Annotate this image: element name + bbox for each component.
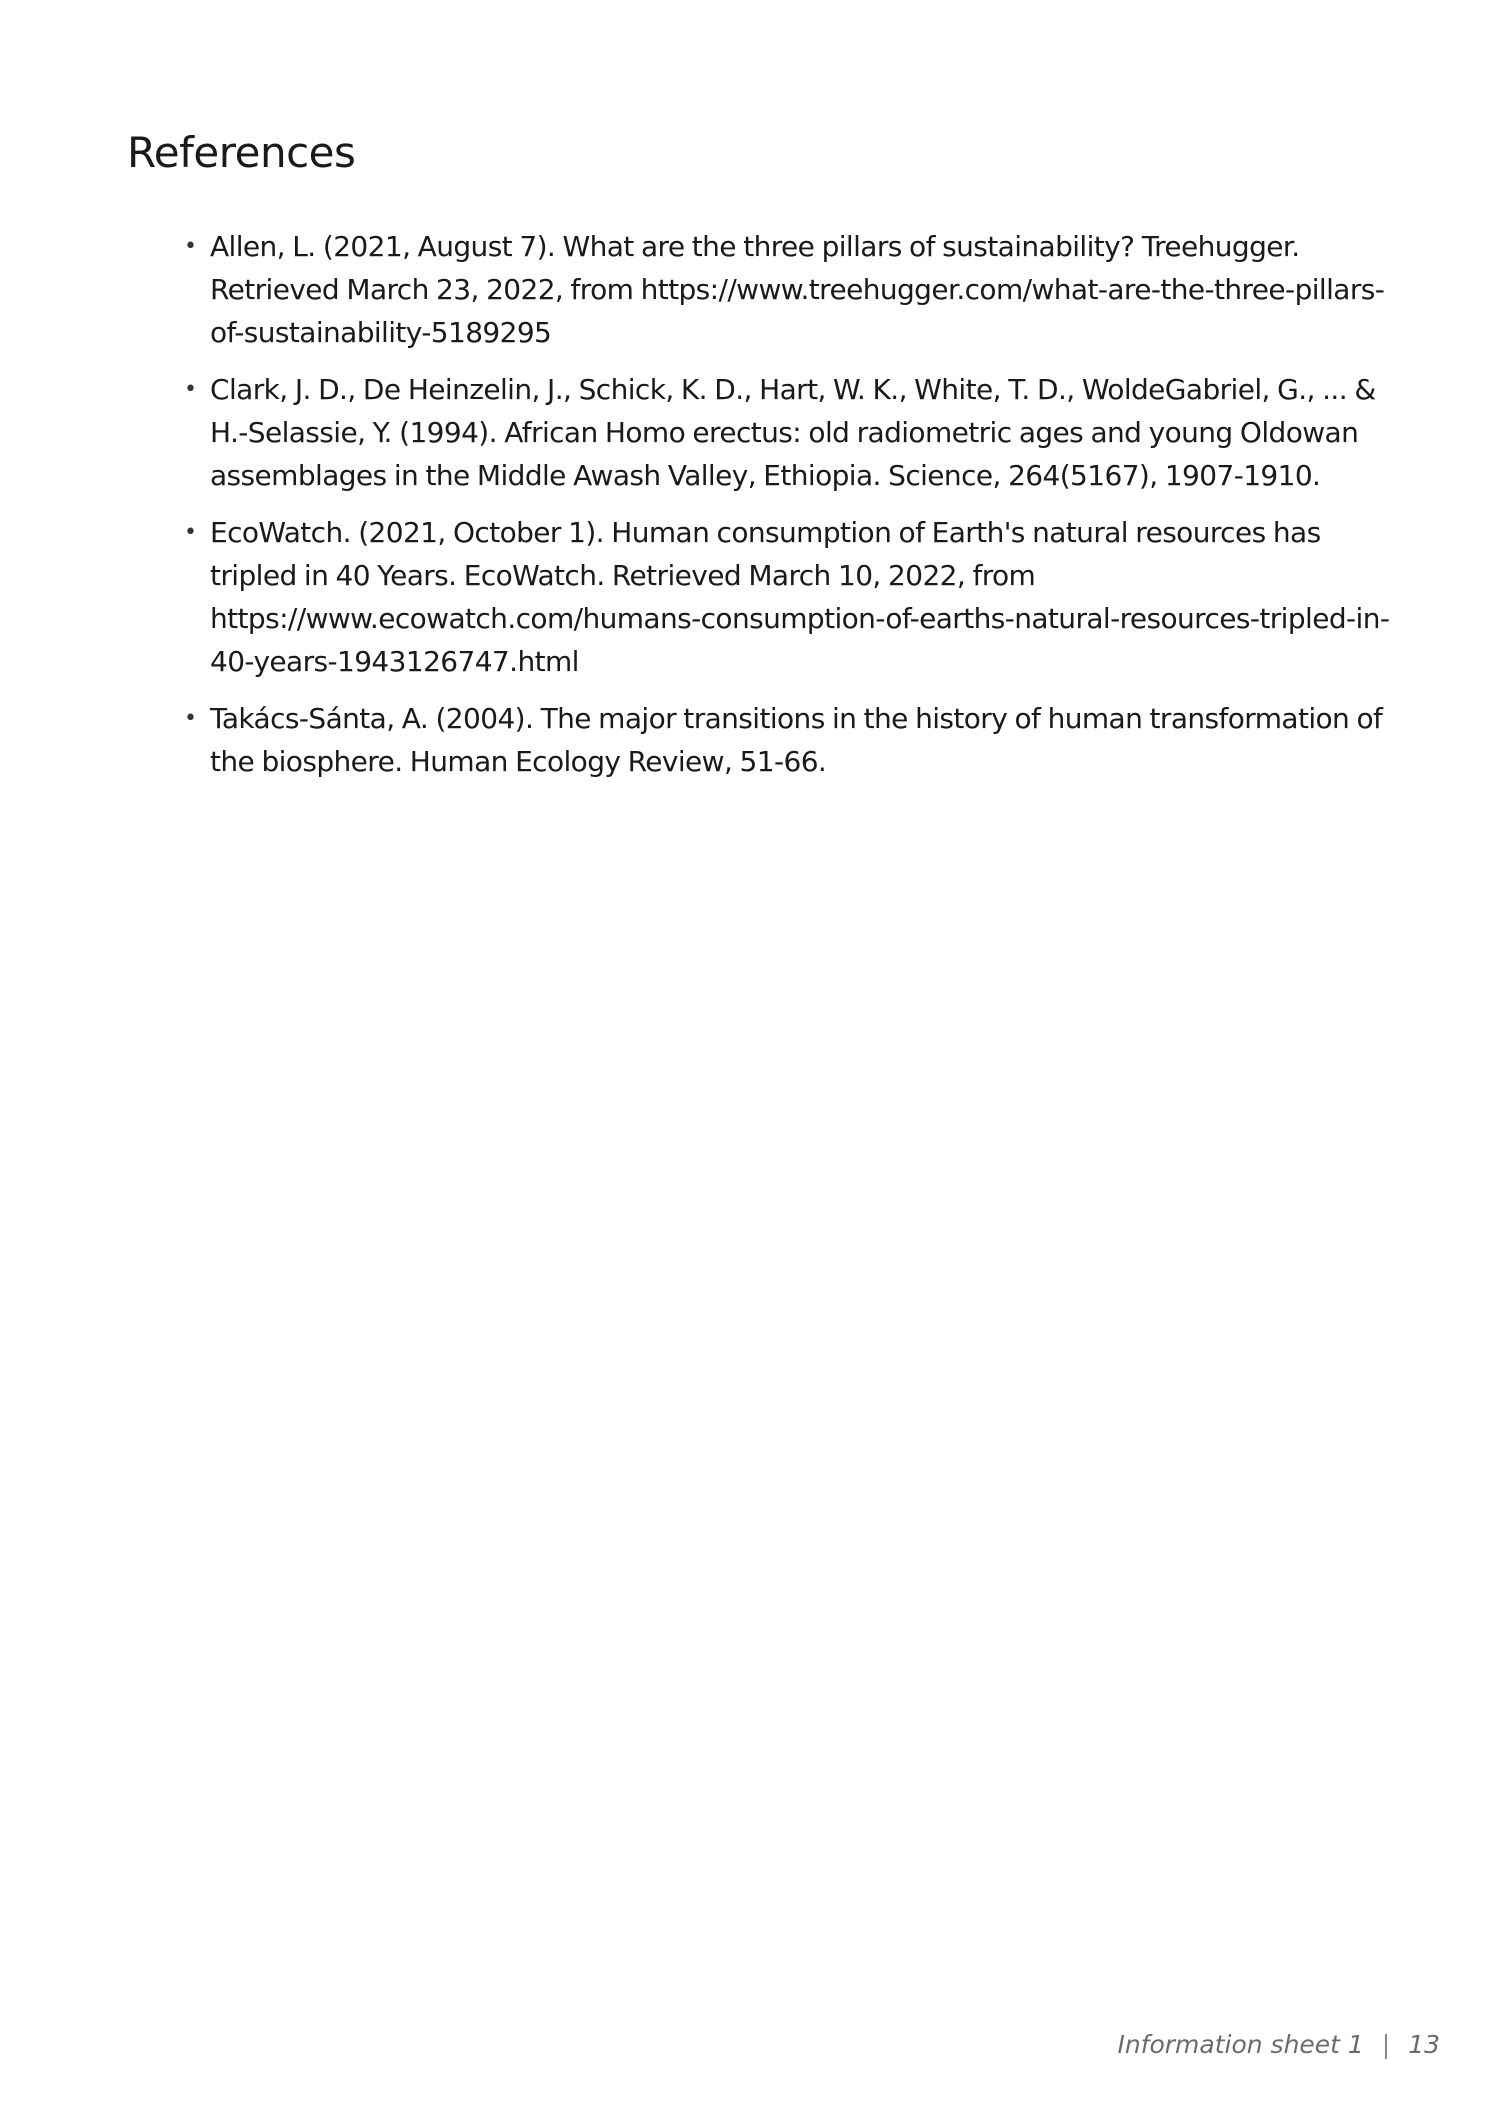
footer-separator: |: [1381, 2030, 1391, 2059]
reference-list: [180, 225, 1395, 797]
page-footer: [1117, 2030, 1440, 2059]
bullet-dot-icon: •: [184, 520, 197, 545]
reference-text: Allen, L. (2021, August 7). What are the three pillars of sustainability? Treehugger. Retrieved March 23, 2022, from https://www.treehugger.com/what-are-the-three-pillars-of-sustainability-5189295: [210, 230, 1385, 349]
reference-text: Takács-Sánta, A. (2004). The major transitions in the history of human transformation of the biosphere. Human Ecology Review, 51-66.: [210, 702, 1383, 778]
bullet-dot-icon: •: [184, 234, 197, 259]
reference-item: [180, 225, 1395, 354]
reference-item: [180, 697, 1395, 783]
reference-item: [180, 511, 1395, 683]
bullet-dot-icon: •: [184, 377, 197, 402]
reference-item: [180, 368, 1395, 497]
reference-text: Clark, J. D., De Heinzelin, J., Schick, K. D., Hart, W. K., White, T. D., WoldeGabriel, G., ... & H.-Selassie, Y. (1994). African Homo erectus: old radiometric ages and young Oldowan assemblages in the Middle Awash Valley, Ethiopia. Science, 264(5167), 1907-1910.: [210, 373, 1376, 492]
footer-label: Information sheet 1: [1117, 2030, 1364, 2059]
page-title: References: [127, 128, 356, 177]
reference-text: EcoWatch. (2021, October 1). Human consumption of Earth's natural resources has tripled in 40 Years. EcoWatch. Retrieved March 10, 2022, from https://www.ecowatch.com/humans-consumption-of-earths-natural-resources-tripled-in-40-years-1943126747.html: [210, 516, 1390, 678]
bullet-dot-icon: •: [184, 706, 197, 731]
page-number: 13: [1408, 2030, 1440, 2059]
